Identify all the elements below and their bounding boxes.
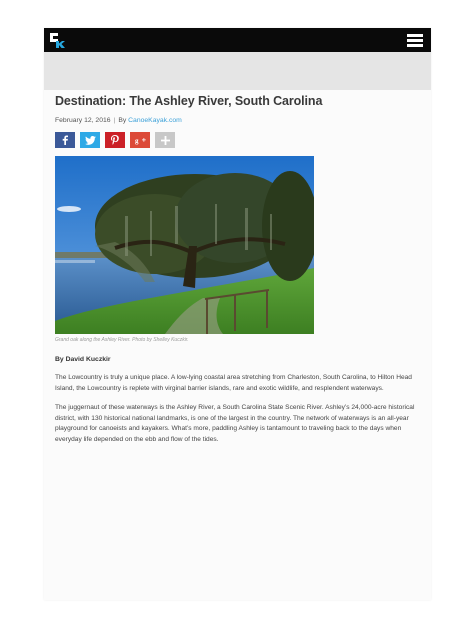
pinterest-icon[interactable] (105, 132, 125, 148)
site-link[interactable]: CanoeKayak.com (128, 117, 182, 124)
article-title: Destination: The Ashley River, South Carolina (55, 94, 323, 108)
facebook-icon[interactable] (55, 132, 75, 148)
advertisement-banner (44, 52, 431, 90)
photo-caption: Grand oak along the Ashley River. Photo by Shelley Kuczkir. (55, 337, 189, 343)
canoekayak-logo-icon[interactable] (48, 31, 66, 49)
publish-date: February 12, 2016 (55, 117, 111, 124)
svg-text:g: g (134, 136, 138, 145)
article (55, 93, 420, 446)
author-byline: By David Kuczkir (55, 356, 111, 363)
more-share-icon[interactable] (155, 132, 175, 148)
article-paragraph: The Lowcountry is truly a unique place. A low-lying coastal area stretching from Charleston, South Carolina, to Hilton Head Island, the Lowcountry is replete with virginal barrier islands, rare and exotic wildlife, and resplendent waterways. (55, 374, 412, 392)
meta-divider: | (113, 117, 116, 124)
hamburger-menu-icon[interactable] (407, 32, 423, 48)
google-plus-icon[interactable] (130, 132, 150, 148)
twitter-icon[interactable] (80, 132, 100, 148)
share-buttons (55, 132, 420, 148)
river-oak-photo (55, 156, 314, 334)
by-prefix: By (118, 117, 127, 124)
top-navigation-bar (44, 28, 431, 52)
article-meta (55, 116, 420, 125)
article-paragraph: The juggernaut of these waterways is the Ashley River, a South Carolina State Scenic River. Ashley’s 24,000-acre historical district, with 130 historical national landmarks, is one of the largest in the country. The network of waterways is an all-year playground for canoeists and kayakers. What’s more, paddling Ashley is tantamount to traveling back to the days when everyday life depended on the ebb and flow of the tides. (55, 404, 415, 443)
